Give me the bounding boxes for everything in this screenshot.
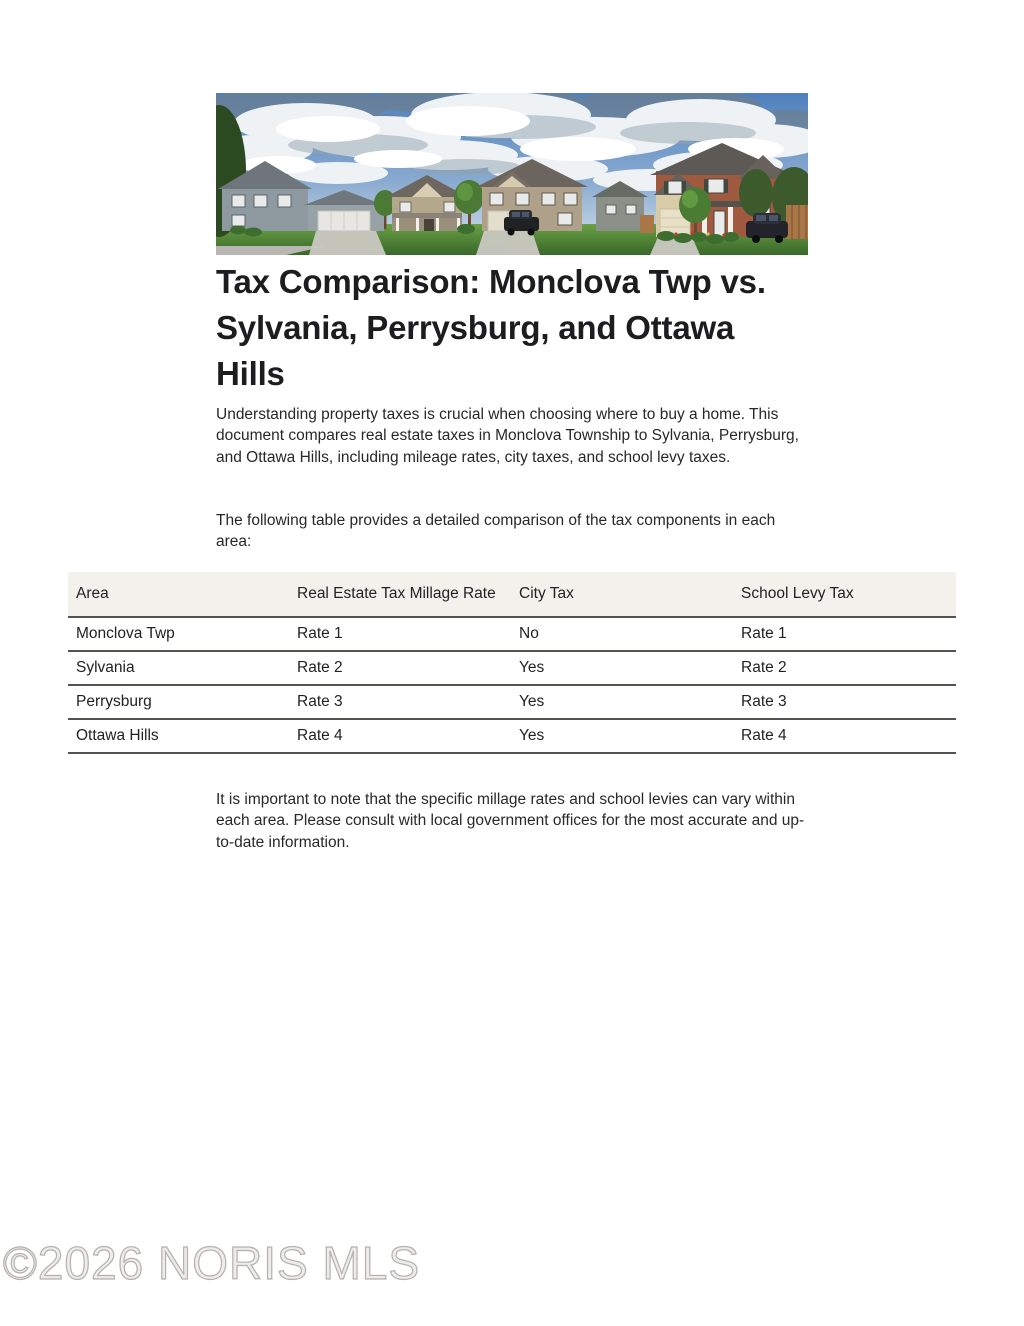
hero-photo-suburban-houses: [216, 93, 808, 255]
column-header-city-tax: City Tax: [511, 572, 733, 617]
column-header-area: Area: [68, 572, 289, 617]
table-lead-paragraph: The following table provides a detailed comparison of the tax components in each area:: [216, 512, 776, 551]
cell-area: Perrysburg: [68, 685, 289, 719]
column-header-school-levy-tax: School Levy Tax: [733, 572, 956, 617]
cell-school-levy-tax: Rate 2: [733, 651, 956, 685]
cell-area: Ottawa Hills: [68, 719, 289, 753]
cell-school-levy-tax: Rate 4: [733, 719, 956, 753]
cell-area: Monclova Twp: [68, 617, 289, 651]
cell-millage-rate: Rate 4: [289, 719, 511, 753]
table-row-monclova-twp: [68, 617, 956, 651]
table-row-perrysburg: [68, 685, 956, 719]
cell-school-levy-tax: Rate 3: [733, 685, 956, 719]
fence-right: [786, 205, 808, 239]
page-title: Tax Comparison: Monclova Twp vs. Sylvania, Perrysburg, and Ottawa Hills: [216, 263, 766, 392]
intro-paragraph: Understanding property taxes is crucial when choosing where to buy a home. This document compares real estate taxes in Monclova Township to Sylvania, Perrysburg, and Ottawa Hills, including mileage rates, city taxes, and school levy taxes.: [216, 406, 799, 466]
cell-millage-rate: Rate 1: [289, 617, 511, 651]
tax-comparison-table: [68, 572, 956, 754]
cell-city-tax: Yes: [511, 651, 733, 685]
cell-school-levy-tax: Rate 1: [733, 617, 956, 651]
closing-paragraph: It is important to note that the specific millage rates and school levies can vary within each area. Please consult with local government offices for the most accurate and up-to-date information.: [216, 791, 805, 851]
cell-city-tax: No: [511, 617, 733, 651]
column-header-millage-rate: Real Estate Tax Millage Rate: [289, 572, 511, 617]
cell-city-tax: Yes: [511, 685, 733, 719]
cell-area: Sylvania: [68, 651, 289, 685]
table-row-sylvania: [68, 651, 956, 685]
watermark-text: ©2026 NORIS MLS: [3, 1237, 421, 1289]
table-header-row: [68, 572, 956, 617]
fence-left-of-brick: [640, 215, 654, 233]
cell-millage-rate: Rate 3: [289, 685, 511, 719]
cell-city-tax: Yes: [511, 719, 733, 753]
cell-millage-rate: Rate 2: [289, 651, 511, 685]
table-row-ottawa-hills: [68, 719, 956, 753]
